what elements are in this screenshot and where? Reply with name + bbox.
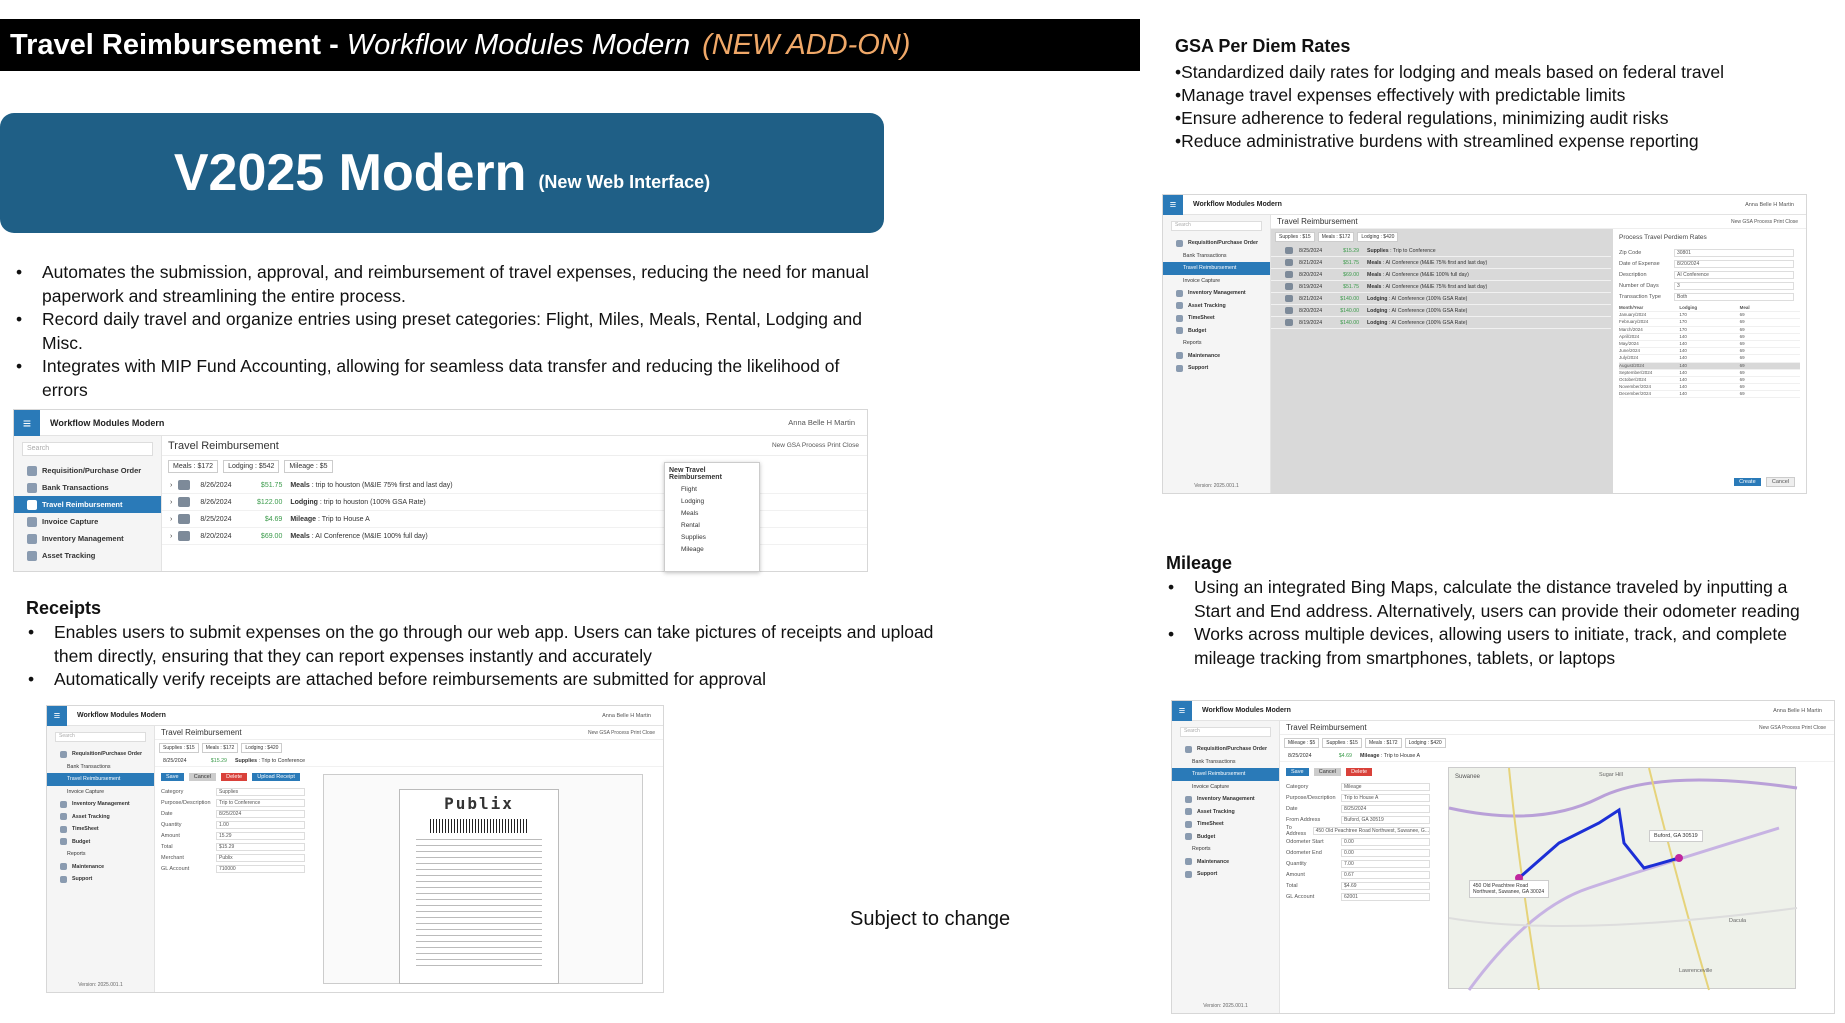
sidebar-item[interactable]: Support [1163,362,1270,375]
table-row[interactable]: October/2024 140 69 [1619,377,1800,384]
chip-mileage[interactable]: Mileage : $5 [284,460,332,473]
gsa-line: •Standardized daily rates for lodging and meals based on federal travel [1175,62,1724,82]
bank-icon [27,483,37,493]
form-field[interactable]: Total $15.29 [161,841,311,852]
lodging-icon [178,497,190,507]
sidebar-item[interactable]: Invoice Capture [1183,277,1221,284]
version-label: Version: 2025.001.1 [1203,1003,1248,1009]
main-panel [1271,215,1806,493]
mileage-section [1166,553,1806,670]
asset-icon [27,551,37,561]
category-icon [1285,319,1293,326]
create-button[interactable]: Create [1734,478,1761,486]
new-menu-dropdown [664,462,760,572]
new-menu-title: New Travel Reimbursement [669,467,722,481]
table-row[interactable]: June/2024 140 69 [1619,348,1800,355]
form-field[interactable]: Description AI Conference [1619,269,1800,280]
form-field[interactable]: Purpose/Description Trip to House A [1286,792,1436,803]
menu-item[interactable]: Rental [681,522,700,529]
receipts-title: Receipts [26,598,102,618]
app-topbar [14,410,867,436]
table-row[interactable]: April/2024 140 69 [1619,334,1800,341]
table-row[interactable]: › 8/20/2024 $69.00 Meals : AI Conference (M&IE 100% full day) [162,528,867,545]
menu-icon[interactable]: ≡ [1172,701,1192,721]
clock-icon [60,826,67,833]
category-icon [1285,259,1293,266]
chip-lodging[interactable]: Lodging : $420 [1405,738,1446,748]
menu-item[interactable]: Flight [681,486,697,493]
wrench-icon [1176,352,1183,359]
category-icon [1285,283,1293,290]
v2025-banner [0,113,884,233]
support-icon [1176,365,1183,372]
form-field[interactable]: To Address 450 Old Peachtree Road Northwest, Suwanee, G... [1286,824,1429,837]
chip-meals[interactable]: Meals : $172 [1318,232,1355,242]
budget-icon [1185,833,1192,840]
subject-to-change: Subject to change [850,908,1011,930]
sidebar-item-active[interactable]: Travel Reimbursement [14,496,161,513]
table-row[interactable]: › 8/26/2024 $122.00 Lodging : trip to houston (100% GSA Rate) [162,494,867,511]
sidebar-item[interactable]: Asset Tracking [14,547,161,564]
budget-icon [60,838,67,845]
screenshot-mileage [1171,700,1835,1014]
header-tag: (NEW ADD-ON) [702,28,911,61]
sidebar-item[interactable]: Reports [1183,340,1202,347]
meals-icon [178,480,190,490]
screen-title: Travel Reimbursement New GSA Process Print Close [1280,721,1834,735]
user-name[interactable]: Anna Belle H Martin [602,712,651,719]
sidebar-item[interactable]: Inventory Management [47,798,154,811]
search-input[interactable]: Search [55,732,146,742]
table-row[interactable]: 8/19/2024 $51.75 Meals : AI Conference (M&IE 75% first and last day) [1271,281,1611,293]
sidebar-item[interactable]: Invoice Capture [14,513,161,530]
travel-icon [27,500,37,510]
chip-lodging[interactable]: Lodging : $420 [241,743,282,753]
wrench-icon [60,863,67,870]
table-row[interactable]: › 8/26/2024 $51.75 Meals : trip to houston (M&IE 75% first and last day) [162,477,867,494]
chip-supplies[interactable]: Supplies : $15 [1322,738,1362,748]
gsa-line: •Manage travel expenses effectively with predictable limits [1175,85,1626,105]
app-topbar [47,706,663,726]
user-name[interactable]: Anna Belle H Martin [788,418,855,427]
table-row[interactable]: 8/25/2024 $4.69 Mileage : Trip to House A [1280,751,1834,762]
screenshot-gsa [1162,194,1807,494]
chip-lodging[interactable]: Lodging : $542 [223,460,279,473]
category-icon [1285,295,1293,302]
search-input[interactable]: Search [22,442,153,456]
map-canvas [1449,768,1797,990]
table-row[interactable]: January/2024 170 69 [1619,312,1800,319]
form-field[interactable]: Merchant Publix [161,852,311,863]
table-row[interactable]: 8/20/2024 $69.00 Meals : AI Conference (M&IE 100% full day) [1271,269,1611,281]
gsa-line: •Reduce administrative burdens with streamlined expense reporting [1175,131,1699,151]
sidebar-item[interactable]: Bank Transactions [67,763,111,770]
upload-receipt-button[interactable]: Upload Receipt [252,773,300,781]
table-row[interactable]: May/2024 140 69 [1619,341,1800,348]
sidebar-item[interactable]: Maintenance [47,861,154,874]
menu-item[interactable]: Mileage [681,546,704,553]
sidebar-item[interactable]: Inventory Management [1172,793,1279,806]
sidebar [1172,721,1280,1013]
sidebar-item[interactable]: Bank Transactions [1183,252,1227,259]
menu-item[interactable]: Lodging [681,498,705,505]
asset-icon [60,813,67,820]
perdiem-title: Process Travel Perdiem Rates [1619,234,1707,241]
table-row[interactable]: August/2024 140 69 [1619,363,1800,370]
mileage-form [1286,781,1436,902]
cancel-button[interactable]: Cancel [1314,768,1341,776]
sidebar-item[interactable]: TimeSheet [47,823,154,836]
table-row[interactable]: › 8/25/2024 $4.69 Mileage : Trip to House A [162,511,867,528]
menu-item[interactable]: Supplies [681,534,706,541]
end-pin-icon [1675,854,1683,862]
screenshot-receipts [46,705,664,993]
category-icon [1285,307,1293,314]
sidebar-item[interactable]: Maintenance [1163,350,1270,363]
entries-list [1271,229,1611,493]
map-label: Suwanee [1455,774,1481,780]
asset-icon [1176,302,1183,309]
app-topbar [1172,701,1834,721]
map-callout-end: Buford, GA 30519 [1649,830,1703,842]
user-name[interactable]: Anna Belle H Martin [1773,707,1822,714]
perdiem-panel [1613,229,1806,493]
form-field[interactable]: Total $4.69 [1286,880,1436,891]
wrench-icon [1185,858,1192,865]
intro-bullet: • Record daily travel and organize entries using preset categories: Flight, Miles, Meals, Rental, Lodging and Misc. [14,308,884,355]
form-field[interactable]: GL Account 62001 [1286,891,1436,902]
clock-icon [1176,315,1183,322]
toolbar[interactable]: New GSA Process Print Close [1731,218,1798,225]
mileage-icon [178,514,190,524]
sidebar-item[interactable]: Maintenance [1172,856,1279,869]
mileage-title: Mileage [1166,553,1233,573]
chip-meals[interactable]: Meals : $172 [168,460,218,473]
chip-supplies[interactable]: Supplies : $15 [159,743,199,753]
form-field[interactable]: Quantity 7.00 [1286,858,1436,869]
receipt-brand: Publix [444,794,514,813]
screenshot-travel-list [13,409,868,572]
receipt-viewer [323,774,643,984]
sidebar-item[interactable]: Support [1172,868,1279,881]
form-field[interactable]: Amount 15.29 [161,830,311,841]
form-field[interactable]: From Address Buford, GA 30519 [1286,814,1436,825]
map-label: Dacula [1729,918,1747,924]
sidebar-item-active[interactable]: Travel Reimbursement [47,773,154,786]
banner-title: V2025 Modern [173,144,527,202]
form-field[interactable]: Category Mileage [1286,781,1436,792]
map-callout-start: 450 Old Peachtree Road Northwest, Suwanee, GA 30024 [1469,880,1549,898]
sidebar [1163,215,1271,493]
form-field[interactable]: Date 8/25/2024 [1286,803,1436,814]
meals-icon [178,531,190,541]
sidebar-item[interactable]: TimeSheet [1172,818,1279,831]
receipts-bullet: • Enables users to submit expenses on the go through our web app. Users can take pictures of receipts and upload them directly, ensuring that they can report expenses instantly and accurately [26,621,956,668]
screen-title: Travel Reimbursement New GSA Process Print Close [162,436,867,456]
menu-item[interactable]: Meals [681,510,699,517]
toolbar[interactable]: New GSA Process Print Close [588,729,655,736]
inventory-icon [1176,290,1183,297]
folder-icon [27,466,37,476]
app-title: Workflow Modules Modern [1202,707,1291,714]
budget-icon [1176,327,1183,334]
form-field[interactable]: Zip Code 30801 [1619,247,1800,258]
folder-icon [1185,746,1192,753]
version-label: Version: 2025.001.1 [1194,483,1239,489]
category-icon [1285,247,1293,254]
search-input[interactable]: Search [1180,727,1271,737]
toolbar[interactable]: New GSA Process Print Close [1759,724,1826,731]
table-row[interactable]: July/2024 140 69 [1619,355,1800,362]
form-field[interactable]: Odometer Start 0.00 [1286,836,1436,847]
receipt-image [399,789,559,984]
table-row[interactable]: 8/19/2024 $140.00 Lodging : AI Conference (100% GSA Rate) [1271,317,1611,329]
sidebar [14,436,162,571]
table-row[interactable]: September/2024 140 69 [1619,370,1800,377]
sidebar-item[interactable]: Asset Tracking [1172,806,1279,819]
sidebar-item-active[interactable]: Travel Reimbursement [1172,768,1279,781]
sidebar-item[interactable]: Asset Tracking [47,811,154,824]
cancel-button[interactable]: Cancel [1766,477,1795,487]
form-field[interactable]: Date of Expense 8/20/2024 [1619,258,1800,269]
inventory-icon [60,801,67,808]
sidebar-item[interactable]: Requisition/Purchase Order [14,462,161,479]
form-field[interactable]: Number of Days 3 [1619,280,1800,291]
banner-subtitle: (New Web Interface) [538,171,711,192]
category-icon [1285,271,1293,278]
header-title: Travel Reimbursement - [10,28,339,61]
receipt-lines [416,839,542,969]
sidebar-item[interactable]: Budget [1172,831,1279,844]
chip-mileage[interactable]: Mileage : $5 [1284,738,1319,748]
sidebar-item[interactable]: Support [47,873,154,886]
support-icon [1185,871,1192,878]
toolbar[interactable]: New GSA Process Print Close [771,442,859,449]
chip-meals[interactable]: Meals : $172 [1365,738,1402,748]
app-title: Workflow Modules Modern [1193,201,1282,208]
gsa-title: GSA Per Diem Rates [1175,36,1351,56]
form-field[interactable]: Category Supplies [161,786,311,797]
table-header: Month/Year Lodging Meal [1619,305,1800,312]
map-label: Lawrenceville [1679,968,1713,974]
table-row[interactable]: 8/25/2024 $15.29 Supplies : Trip to Conference [1271,245,1611,257]
chip-meals[interactable]: Meals : $172 [202,743,239,753]
delete-button[interactable]: Delete [221,773,247,781]
screen-title: Travel Reimbursement New GSA Process Print Close [155,726,663,740]
invoice-icon [27,517,37,527]
screen-title: Travel Reimbursement New GSA Process Print Close [1271,215,1806,229]
menu-icon[interactable]: ≡ [14,410,40,436]
support-icon [60,876,67,883]
form-field[interactable]: Transaction Type Both [1619,291,1800,302]
receipt-form [161,786,311,874]
delete-button[interactable]: Delete [1346,768,1372,776]
sidebar-item[interactable]: Budget [1163,325,1270,338]
form-field[interactable]: GL Account 710000 [161,863,311,874]
intro-bullet: • Automates the submission, approval, and reimbursement of travel expenses, reducing the need for manual paperwork and streamlining the entire process. [14,261,884,308]
gsa-section [1175,36,1815,153]
main-panel [1280,721,1834,1013]
sidebar-item[interactable]: Reports [67,851,86,858]
version-label: Version: 2025.001.1 [78,982,123,988]
form-field[interactable]: Quantity 1.00 [161,819,311,830]
intro-bullet: • Integrates with MIP Fund Accounting, allowing for seamless data transfer and reducing the likelihood of errors [14,355,884,402]
form-field[interactable]: Odometer End 0.00 [1286,847,1436,858]
search-input[interactable]: Search [1171,221,1262,231]
barcode-icon [430,819,528,833]
menu-icon[interactable]: ≡ [47,706,67,726]
folder-icon [1176,240,1183,247]
table-row[interactable]: 8/21/2024 $140.00 Lodging : AI Conference (100% GSA Rate) [1271,293,1611,305]
map-label: Sugar Hill [1599,772,1623,778]
table-row[interactable]: 8/21/2024 $51.75 Meals : AI Conference (M&IE 75% first and last day) [1271,257,1611,269]
table-row[interactable]: March/2024 170 69 [1619,327,1800,334]
sidebar-item[interactable]: Inventory Management [14,530,161,547]
sidebar-item[interactable]: Budget [47,836,154,849]
sidebar-item[interactable]: Bank Transactions [1192,758,1236,765]
sidebar-item[interactable]: Reports [1192,846,1211,853]
chip-lodging[interactable]: Lodging : $420 [1357,232,1398,242]
inventory-icon [27,534,37,544]
main-panel [162,436,867,571]
app-title: Workflow Modules Modern [50,417,165,428]
sidebar-item[interactable]: Invoice Capture [1192,783,1230,790]
gsa-line: •Ensure adherence to federal regulations, minimizing audit risks [1175,108,1669,128]
form-field[interactable]: Amount 0.67 [1286,869,1436,880]
sidebar-item-active[interactable]: Travel Reimbursement [1163,262,1270,275]
receipts-section [26,598,956,692]
receipts-bullet: • Automatically verify receipts are attached before reimbursements are submitted for approval [26,668,956,692]
sidebar-item[interactable]: TimeSheet [1163,312,1270,325]
cancel-button[interactable]: Cancel [189,773,216,781]
header-bar [0,19,1140,71]
bing-map[interactable] [1448,767,1796,989]
user-name[interactable]: Anna Belle H Martin [1745,201,1794,208]
asset-icon [1185,808,1192,815]
intro-bullets [14,261,884,402]
sidebar-item[interactable]: Inventory Management [1163,287,1270,300]
folder-icon [60,751,67,758]
mileage-bullet: • Using an integrated Bing Maps, calculate the distance traveled by inputting a Start and End address. Alternatively, users can provide their odometer reading [1166,576,1806,623]
app-title: Workflow Modules Modern [77,712,166,719]
menu-icon[interactable]: ≡ [1163,195,1183,215]
form-field[interactable]: Purpose/Description Trip to Conference [161,797,311,808]
table-row[interactable]: November/2024 140 69 [1619,384,1800,391]
sidebar [47,726,155,992]
sidebar-item[interactable]: Bank Transactions [14,479,161,496]
perdiem-table [1619,305,1800,398]
sidebar-item[interactable]: Requisition/Purchase Order [1163,237,1270,250]
sidebar-item[interactable]: Requisition/Purchase Order [1172,743,1279,756]
app-topbar [1163,195,1806,215]
sidebar-item[interactable]: Requisition/Purchase Order [47,748,154,761]
table-row[interactable]: 8/20/2024 $140.00 Lodging : AI Conference (100% GSA Rate) [1271,305,1611,317]
chip-supplies[interactable]: Supplies : $15 [1275,232,1315,242]
header-subtitle: Workflow Modules Modern [346,28,691,61]
save-button[interactable]: Save [161,773,184,781]
table-row[interactable]: December/2024 140 69 [1619,391,1800,398]
sidebar-item[interactable]: Invoice Capture [67,788,105,795]
table-row[interactable]: 8/25/2024 $15.29 Supplies : Trip to Conference [155,756,663,767]
inventory-icon [1185,796,1192,803]
sidebar-item[interactable]: Asset Tracking [1163,300,1270,313]
save-button[interactable]: Save [1286,768,1309,776]
form-field[interactable]: Date 8/25/2024 [161,808,311,819]
main-panel [155,726,663,992]
table-row[interactable]: February/2024 170 69 [1619,319,1800,326]
mileage-bullet: • Works across multiple devices, allowing users to initiate, track, and complete mileage tracking from smartphones, tablets, or laptops [1166,623,1806,670]
clock-icon [1185,821,1192,828]
